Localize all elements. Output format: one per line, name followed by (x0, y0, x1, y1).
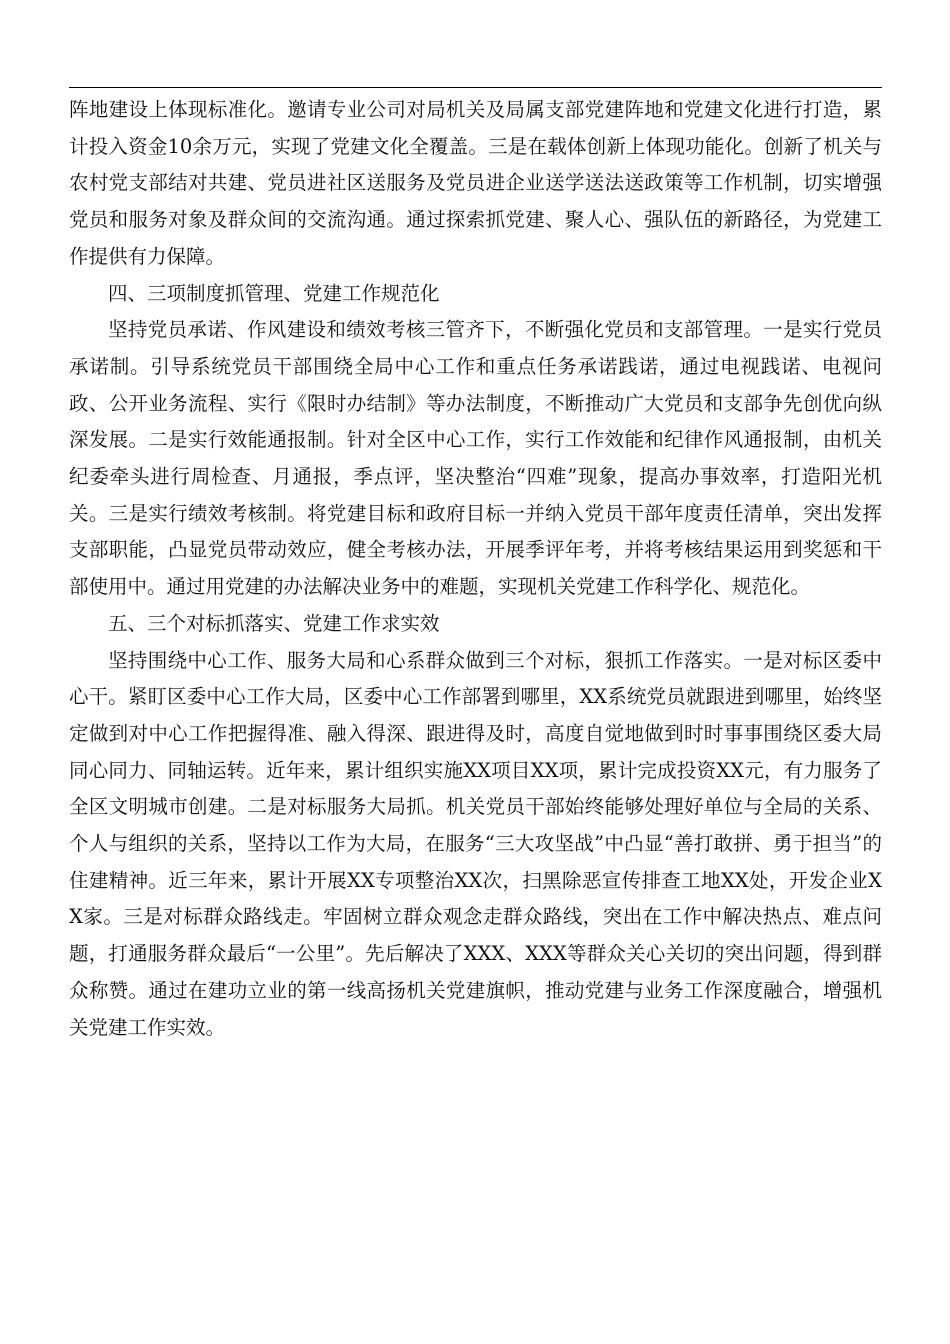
header-rule (69, 87, 882, 88)
paragraph-continuation: 阵地建设上体现标准化。邀请专业公司对局机关及局属支部党建阵地和党建文化进行打造，累计投入资金10余万元，实现了党建文化全覆盖。三是在载体创新上体现功能化。创新了机关与农村党支部结对共建、党员进社区送服务及党员进企业送学送法送政策等工作机制，切实增强党员和服务对象及群众间的交流沟通。通过探索抓党建、聚人心、强队伍的新路径，为党建工作提供有力保障。 (69, 98, 882, 268)
paragraph-section-five: 坚持围绕中心工作、服务大局和心系群众做到三个对标，狠抓工作落实。一是对标区委中心干。紧盯区委中心工作大局，区委中心工作部署到哪里，XX系统党员就跟进到哪里，始终坚定做到对中心工作把握得准、融入得深、跟进得及时，高度自觉地做到时时事事围绕区委大局同心同力、同轴运转。近年来，累计组织实施XX项目XX项，累计完成投资XX元，有力服务了全区文明城市创建。二是对标服务大局抓。机关党员干部始终能够处理好单位与全局的关系、个人与组织的关系，坚持以工作为大局，在服务“三大攻坚战”中凸显“善打敢拼、勇于担当”的住建精神。近三年来，累计开展XX专项整治XX次，扫黑除恶宣传排查工地XX处，开发企业XX家。三是对标群众路线走。牢固树立群众观念走群众路线，突出在工作中解决热点、难点问题，打通服务群众最后“一公里”。先后解决了XXX、XXX等群众关心关切的突出问题，得到群众称赞。通过在建功立业的第一线高扬机关党建旗帜，推动党建与业务工作深度融合，增强机关党建工作实效。 (69, 648, 882, 1039)
section-heading-four: 四、三项制度抓管理、党建工作规范化 (108, 281, 440, 305)
paragraph-section-four: 坚持党员承诺、作风建设和绩效考核三管齐下，不断强化党员和支部管理。一是实行党员承诺制。引导系统党员干部围绕全局中心工作和重点任务承诺践诺，通过电视践诺、电视问政、公开业务流程、实行《限时办结制》等办法制度，不断推动广大党员和支部争先创优向纵深发展。二是实行效能通报制。针对全区中心工作，实行工作效能和纪律作风通报制，由机关纪委牵头进行周检查、月通报，季点评，坚决整治“四难”现象，提高办事效率，打造阳光机关。三是实行绩效考核制。将党建目标和政府目标一并纳入党员干部年度责任清单，突出发挥支部职能，凸显党员带动效应，健全考核办法，开展季评年考，并将考核结果运用到奖惩和干部使用中。通过用党建的办法解决业务中的难题，实现机关党建工作科学化、规范化。 (69, 318, 882, 599)
document-body (69, 92, 882, 1046)
section-heading-five: 五、三个对标抓落实、党建工作求实效 (108, 611, 440, 635)
